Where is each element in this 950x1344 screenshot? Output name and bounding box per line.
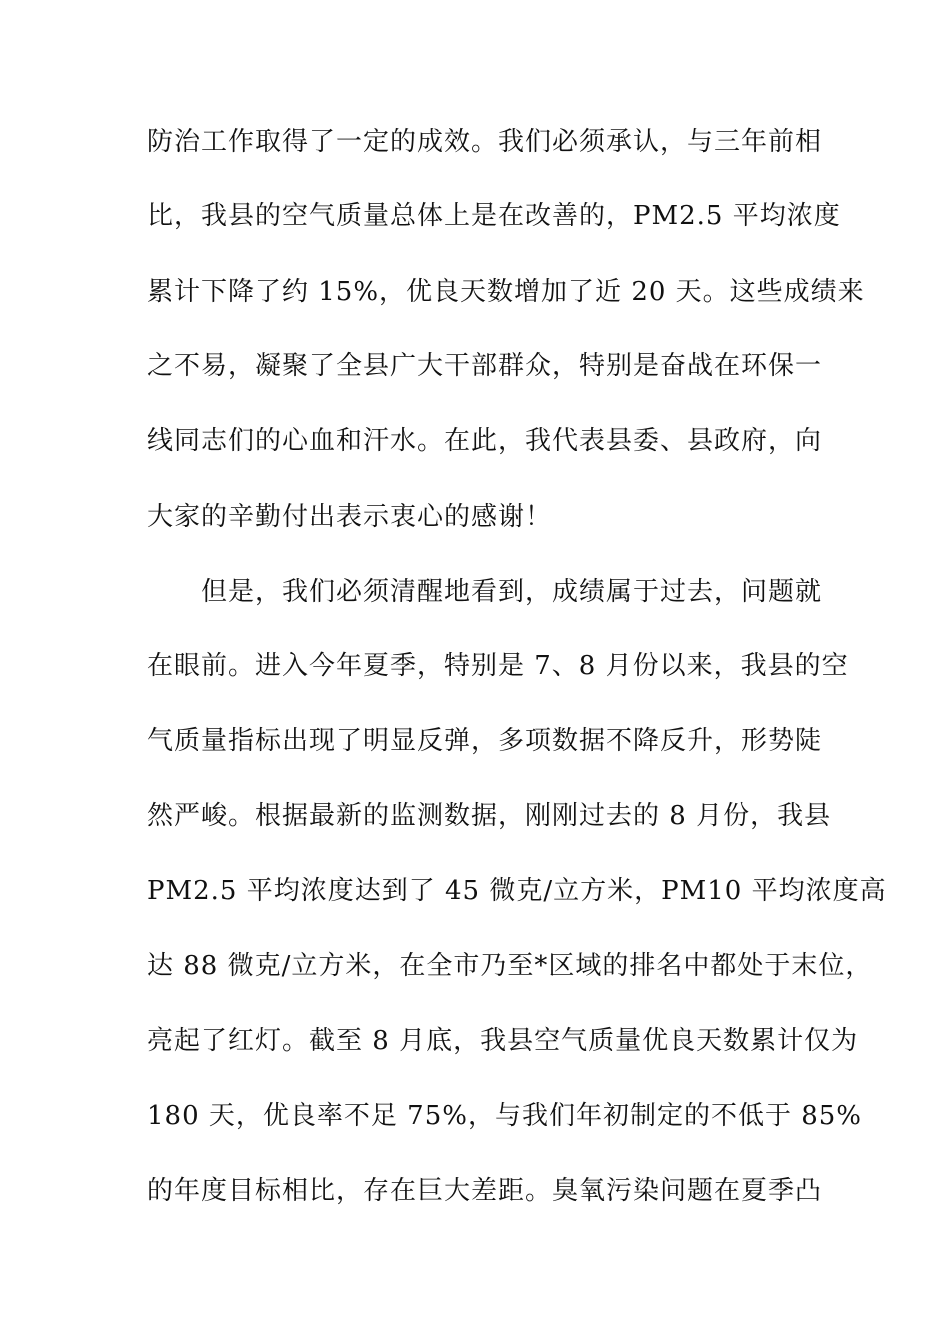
text-line: 亮起了红灯。截至 8 月底，我县空气质量优良天数累计仅为 — [147, 1026, 859, 1056]
text-line: 累计下降了约 15%，优良天数增加了近 20 天。这些成绩来 — [147, 277, 865, 307]
text-line: 比，我县的空气质量总体上是在改善的，PM2.5 平均浓度 — [147, 201, 841, 231]
text-line: 然严峻。根据最新的监测数据，刚刚过去的 8 月份，我县 — [147, 801, 832, 831]
text-line: 达 88 微克/立方米，在全市乃至*区域的排名中都处于末位， — [147, 951, 873, 981]
text-line: 180 天，优良率不足 75%，与我们年初制定的不低于 85% — [147, 1101, 862, 1131]
text-line: 的年度目标相比，存在巨大差距。臭氧污染问题在夏季凸 — [147, 1176, 823, 1206]
text-line: 大家的辛勤付出表示衷心的感谢！ — [147, 502, 553, 532]
text-line: 气质量指标出现了明显反弹，多项数据不降反升，形势陡 — [147, 726, 823, 756]
text-line: 线同志们的心血和汗水。在此，我代表县委、县政府，向 — [147, 426, 823, 456]
text-line: 防治工作取得了一定的成效。我们必须承认，与三年前相 — [147, 127, 823, 157]
text-line: PM2.5 平均浓度达到了 45 微克/立方米，PM10 平均浓度高 — [147, 876, 887, 906]
text-line: 但是，我们必须清醒地看到，成绩属于过去，问题就 — [147, 577, 823, 607]
text-line: 在眼前。进入今年夏季，特别是 7、8 月份以来，我县的空 — [147, 651, 849, 681]
text-line: 之不易，凝聚了全县广大干部群众，特别是奋战在环保一 — [147, 351, 823, 381]
